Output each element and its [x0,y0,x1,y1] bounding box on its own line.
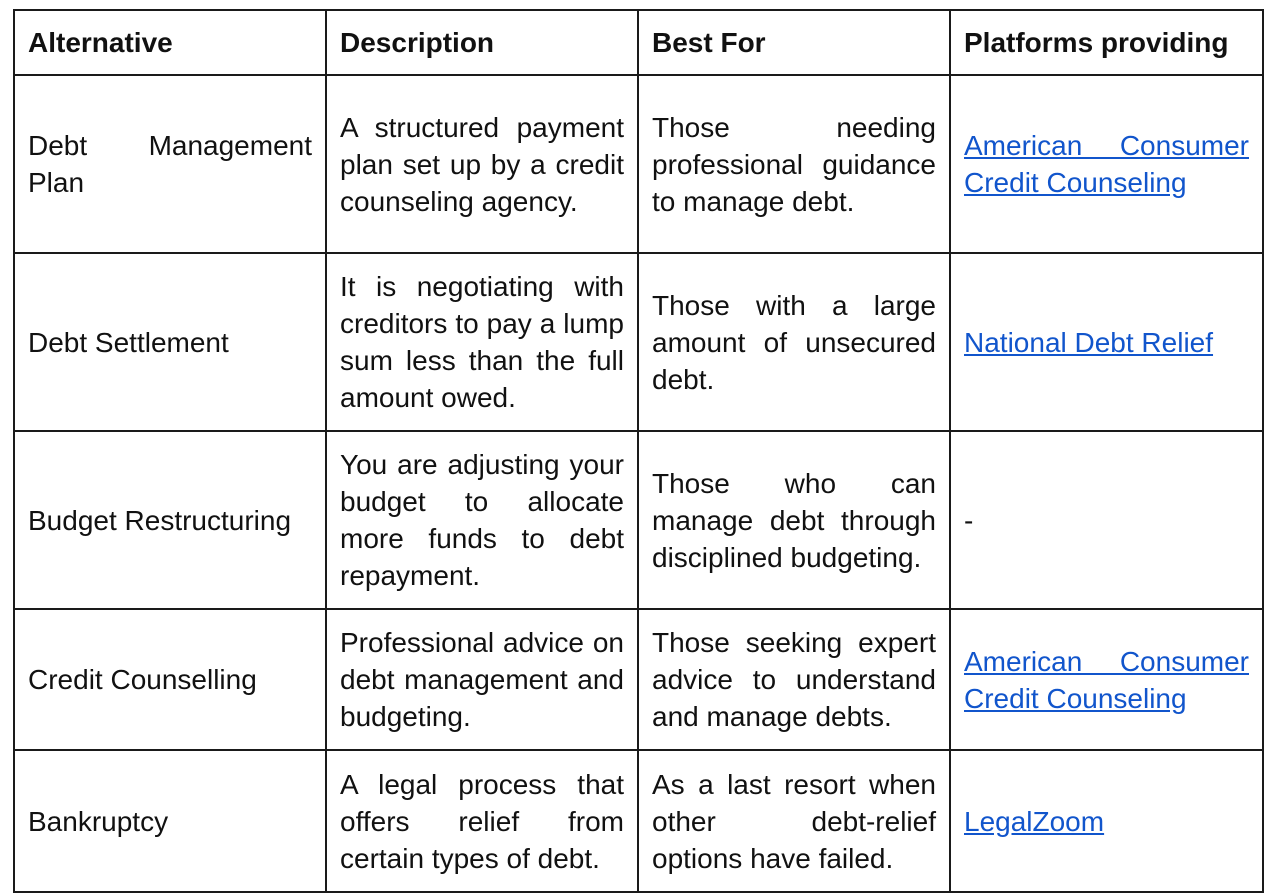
header-description: Description [326,10,638,75]
table-row [14,253,1263,431]
alternative-cell: Debt Management Plan [14,75,326,253]
alternative-cell: Bankruptcy [14,750,326,892]
header-row [14,10,1263,75]
description-cell: A structured payment plan set up by a credit counseling agency. [326,75,638,253]
alternative-cell: Debt Settlement [14,253,326,431]
platform-link-american-consumer-credit-counseling[interactable]: American Consumer Credit Counseling [964,130,1249,198]
best-for-cell: Those seeking expert advice to understand and manage debts. [638,609,950,750]
header-platforms: Platforms providing [950,10,1263,75]
header-best-for: Best For [638,10,950,75]
best-for-cell: Those with a large amount of unsecured debt. [638,253,950,431]
best-for-cell: As a last resort when other debt-relief options have failed. [638,750,950,892]
best-for-cell: Those who can manage debt through disciplined budgeting. [638,431,950,609]
platform-cell [950,75,1263,253]
platform-link-legalzoom[interactable]: LegalZoom [964,805,1105,837]
table-row [14,609,1263,750]
debt-alternatives-table [13,9,1264,893]
platform-link-national-debt-relief[interactable]: National Debt Relief [964,326,1214,358]
table-row [14,75,1263,253]
description-cell: Professional advice on debt management and budgeting. [326,609,638,750]
platform-cell: - [950,431,1263,609]
alternative-cell: Credit Counselling [14,609,326,750]
description-cell: You are adjusting your budget to allocate more funds to debt repayment. [326,431,638,609]
platform-cell [950,253,1263,431]
platform-cell [950,609,1263,750]
alternative-cell: Budget Restructuring [14,431,326,609]
best-for-cell: Those needing professional guidance to manage debt. [638,75,950,253]
platform-link-american-consumer-credit-counseling[interactable]: American Consumer Credit Counseling [964,645,1249,714]
platform-cell [950,750,1263,892]
table-row [14,431,1263,609]
description-cell: It is negotiating with creditors to pay a lump sum less than the full amount owed. [326,253,638,431]
header-alternative: Alternative [14,10,326,75]
table-row [14,750,1263,892]
description-cell: A legal process that offers relief from certain types of debt. [326,750,638,892]
